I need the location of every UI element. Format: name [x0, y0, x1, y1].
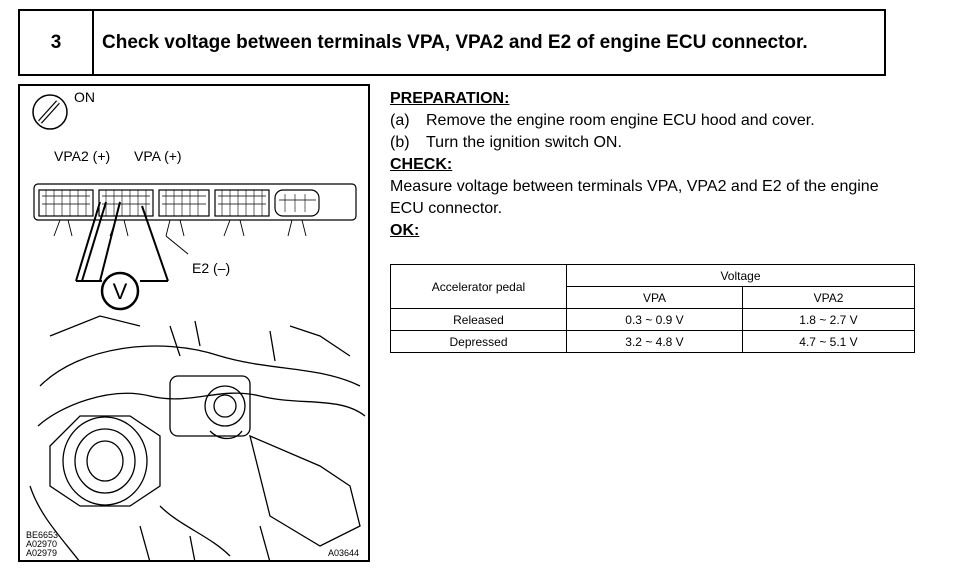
cell-value: 3.2 ~ 4.8 V: [567, 331, 743, 353]
cell-value: 1.8 ~ 2.7 V: [743, 309, 915, 331]
instructions: [390, 88, 930, 242]
step-letter: (b): [390, 134, 410, 151]
e2-terminal-label: E2 (–): [192, 260, 231, 276]
switch-on-label: ON: [74, 89, 95, 105]
column-header-vpa2: VPA2: [743, 287, 915, 309]
row-label: Depressed: [391, 331, 567, 353]
step-letter: (a): [390, 112, 410, 129]
check-title: CHECK:: [390, 156, 453, 173]
preparation-title: PREPARATION:: [390, 90, 510, 107]
voltmeter-probes: [76, 202, 188, 309]
preparation-step: [390, 132, 930, 154]
table-row-header: Accelerator pedal: [391, 265, 567, 309]
preparation-step: [390, 110, 930, 132]
vpa2-terminal-label: VPA2 (+): [54, 148, 111, 164]
figure-code: BE6653: [26, 530, 59, 540]
ok-voltage-table: [390, 264, 915, 353]
ok-title: OK:: [390, 222, 420, 239]
row-label: Released: [391, 309, 567, 331]
vpa-terminal-label: VPA (+): [134, 148, 182, 164]
step-text: Remove the engine room engine ECU hood and cover.: [426, 112, 815, 129]
ignition-switch-icon: [33, 95, 67, 129]
figure-code: A02970: [26, 539, 58, 549]
table-row: [391, 331, 915, 353]
ecu-connector: [34, 184, 356, 236]
throttle-body-illustration: [30, 316, 365, 562]
cell-value: 0.3 ~ 0.9 V: [567, 309, 743, 331]
step-number: 3: [20, 11, 94, 74]
column-header-vpa: VPA: [567, 287, 743, 309]
step-header: [18, 9, 886, 76]
figure-code: A02979: [26, 548, 58, 558]
figure-code-right: A03644: [328, 548, 360, 558]
ecu-connector-figure: [18, 84, 370, 562]
voltmeter-symbol: V: [112, 279, 128, 304]
step-text: Turn the ignition switch ON.: [426, 134, 622, 151]
table-row: [391, 309, 915, 331]
step-title: Check voltage between terminals VPA, VPA2 and E2 of engine ECU connector.: [102, 31, 808, 53]
cell-value: 4.7 ~ 5.1 V: [743, 331, 915, 353]
table-group-header: Voltage: [567, 265, 915, 287]
check-text: Measure voltage between terminals VPA, VPA2 and E2 of the engine ECU connector.: [390, 178, 879, 217]
